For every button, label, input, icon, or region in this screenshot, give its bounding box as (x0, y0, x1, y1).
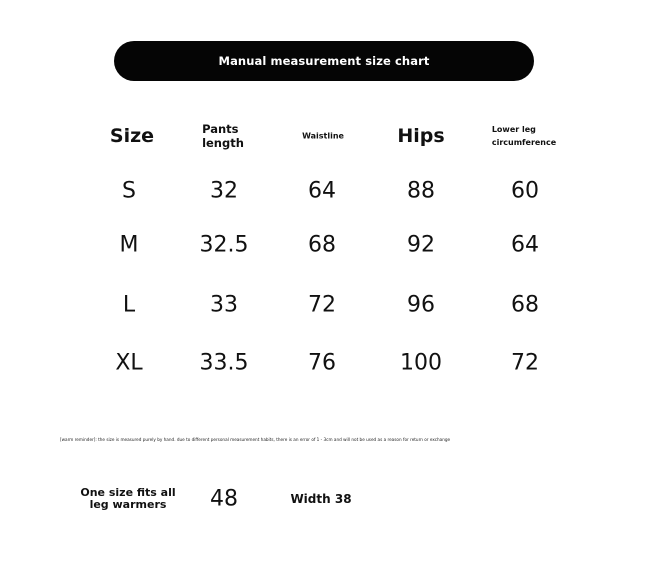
header-lower-leg-line1: Lower leg (491, 125, 536, 134)
leg-warmers-value: 48 (210, 486, 238, 512)
cell-waistline: 76 (308, 350, 336, 376)
cell-size: S (122, 178, 136, 204)
cell-waistline: 72 (308, 292, 336, 318)
cell-size: L (122, 292, 136, 318)
cell-pants-length: 33.5 (199, 350, 249, 376)
header-waistline: Waistline (302, 131, 344, 141)
cell-pants-length: 32.5 (199, 232, 249, 258)
cell-lower-leg: 64 (511, 232, 539, 258)
header-hips: Hips (397, 125, 445, 147)
header-pants-length (202, 122, 244, 150)
leg-warmers-label-line1: One size fits all (80, 486, 176, 499)
header-size: Size (109, 125, 155, 147)
cell-hips: 88 (407, 178, 435, 204)
header-lower-leg-line2: circumference (491, 138, 557, 147)
cell-lower-leg: 68 (511, 292, 539, 318)
cell-hips: 100 (400, 350, 442, 376)
cell-hips: 92 (407, 232, 435, 258)
cell-waistline: 64 (308, 178, 336, 204)
header-lower-leg (492, 123, 556, 149)
cell-hips: 96 (407, 292, 435, 318)
header-pants-length-line1: Pants (202, 122, 239, 136)
header-pants-length-line2: length (202, 136, 244, 150)
cell-size: M (119, 232, 139, 258)
leg-warmers-width: Width 38 (290, 492, 352, 506)
cell-waistline: 68 (308, 232, 336, 258)
cell-size: XL (115, 350, 143, 376)
leg-warmers-label-line2: leg warmers (89, 498, 167, 511)
title-banner (114, 41, 534, 81)
cell-pants-length: 32 (210, 178, 238, 204)
cell-lower-leg: 60 (511, 178, 539, 204)
warm-reminder-note: [warm reminder]: the size is measured purely by hand. due to different personal measurement habits, there is an error of 1 - 3cm and will not be used as a reason for return or exchange (60, 437, 451, 442)
cell-lower-leg: 72 (511, 350, 539, 376)
chart-title: Manual measurement size chart (218, 54, 430, 68)
cell-pants-length: 33 (210, 292, 238, 318)
leg-warmers-label (80, 487, 175, 511)
